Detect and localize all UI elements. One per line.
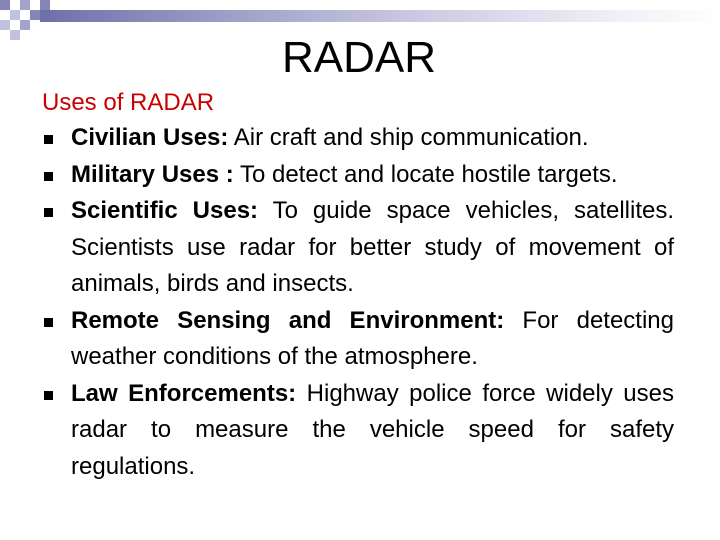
decorative-square	[10, 10, 20, 20]
square-bullet-icon	[44, 135, 53, 144]
square-bullet-icon	[44, 391, 53, 400]
item-term: Law Enforcements:	[71, 379, 297, 407]
item-text: Highway police force widely uses radar to measure the vehicle speed for safety regulations.	[71, 379, 674, 480]
decorative-square	[20, 0, 30, 10]
decorative-square	[10, 30, 20, 40]
decorative-square	[20, 20, 30, 30]
list-item	[42, 376, 674, 486]
decorative-square	[0, 0, 10, 10]
square-bullet-icon	[44, 172, 53, 181]
decorative-square	[0, 20, 10, 30]
square-bullet-icon	[44, 208, 53, 217]
item-term: Remote Sensing and Environment:	[71, 306, 505, 334]
item-term: Military Uses :	[71, 160, 234, 188]
item-text: To guide space vehicles, satellites. Scientists use radar for better study of movement of animals, birds and insects.	[71, 197, 675, 297]
section-heading: Uses of RADAR	[42, 89, 215, 116]
item-term: Scientific Uses:	[71, 197, 259, 224]
item-text: To detect and locate hostile targets.	[233, 160, 618, 188]
list-item	[42, 303, 674, 376]
slide-content	[42, 86, 674, 485]
bullet-list	[42, 120, 674, 485]
list-item	[42, 120, 674, 157]
list-item	[42, 193, 674, 303]
decorative-square	[40, 0, 50, 10]
item-text: For detecting weather conditions of the atmosphere.	[71, 306, 675, 370]
slide-title: RADAR	[282, 33, 437, 82]
item-term: Civilian Uses:	[71, 124, 229, 151]
item-text: Air craft and ship communication.	[228, 124, 589, 151]
square-bullet-icon	[44, 318, 53, 327]
list-item	[42, 157, 674, 194]
decorative-square	[30, 10, 40, 20]
decorative-gradient-bar	[40, 10, 720, 22]
